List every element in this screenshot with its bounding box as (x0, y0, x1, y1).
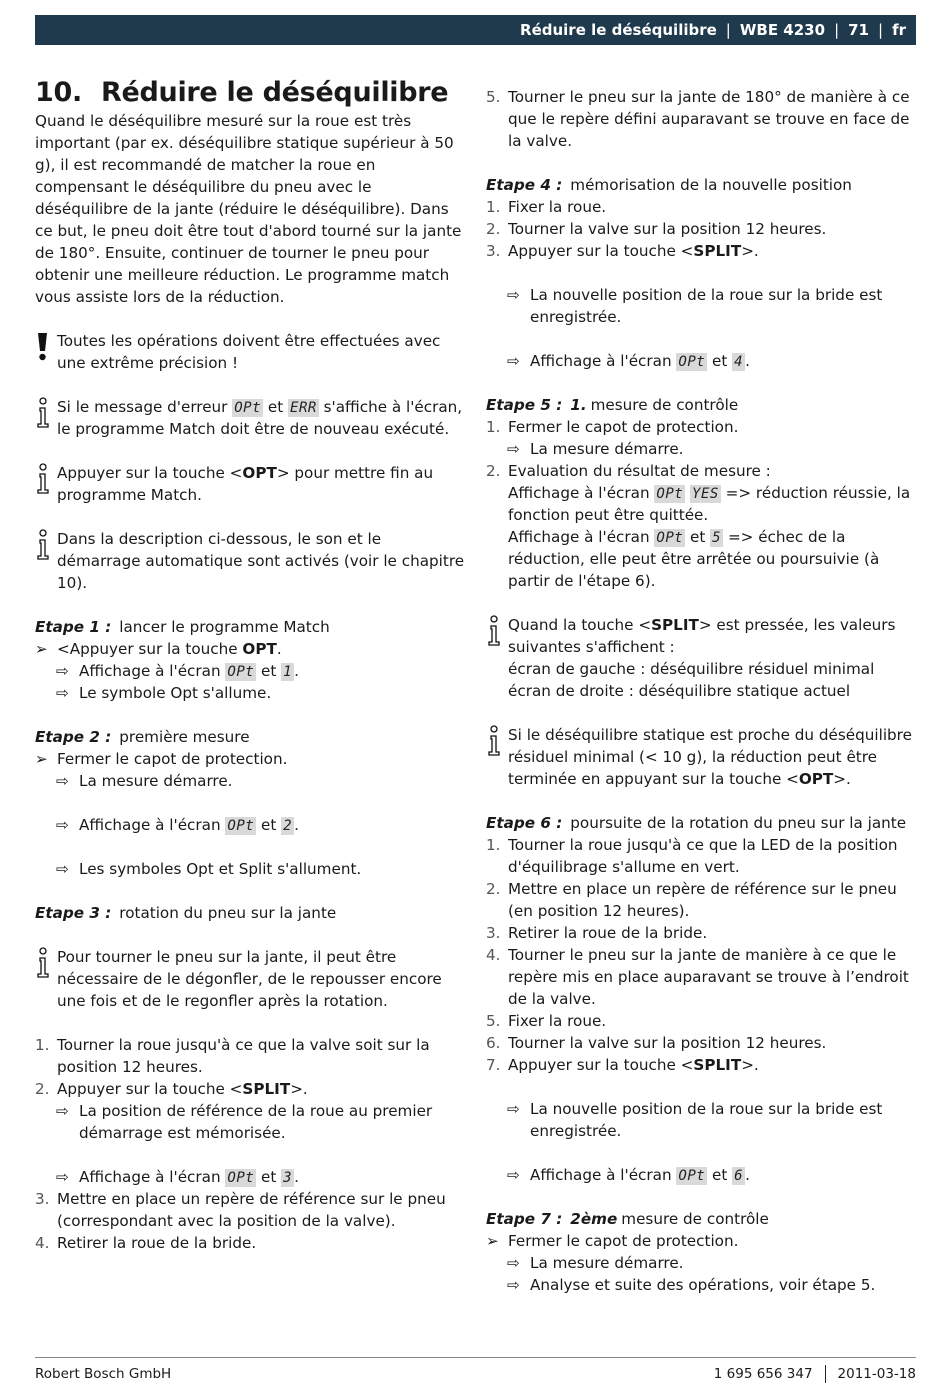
warning-icon (35, 331, 51, 363)
list-item (486, 240, 916, 262)
sound-text: Dans la description ci-dessous, le son et le démarrage automatique sont activés (voir le chapitre 10). (57, 530, 465, 592)
section-title (35, 76, 465, 110)
display-opt: OPt (656, 486, 684, 502)
footer-right (714, 1365, 916, 1383)
list-item (486, 944, 916, 1010)
step7-title: mesure de contrôle (621, 1210, 769, 1228)
list-item (35, 1188, 465, 1232)
list-text: Mettre en place un repère de référence sur le pneu (correspondant avec la position de la valve). (57, 1190, 446, 1230)
list-text: Tourner la valve sur la position 12 heures. (508, 220, 827, 238)
step3-result-display: ⇨ Affichage à l'écran OPt et 3 . (56, 1168, 299, 1186)
display-prefix: Affichage à l'écran (530, 1166, 672, 1184)
step5-ok-b: => réduction réussie, la fonction peut être quittée. (508, 484, 911, 524)
step2-result1-text: La mesure démarre. (79, 772, 233, 790)
list-key: SPLIT (693, 1056, 742, 1074)
list-key: SPLIT (693, 242, 742, 260)
header-title: Réduire le déséquilibre (520, 21, 717, 39)
note1-right: écran de droite : déséquilibre statique actuel (508, 682, 851, 700)
step4-list (486, 196, 916, 262)
footer-doc-number: 1 695 656 347 (713, 1366, 813, 1382)
header-page: 71 (848, 21, 869, 39)
note1-left: écran de gauche : déséquilibre résiduel minimal (508, 660, 875, 678)
result-arrow-icon: ⇨ (507, 1100, 520, 1118)
step7-result1 (486, 1252, 916, 1274)
list-number: 7. (486, 1056, 501, 1074)
display-opt: OPt (234, 400, 262, 416)
result-arrow-icon: ⇨ (507, 352, 520, 370)
step5-item1-result (486, 438, 916, 460)
step4-heading (486, 174, 916, 196)
info-note-residual (486, 724, 916, 790)
info-icon (35, 529, 51, 561)
step4-title: mémorisation de la nouvelle position (570, 176, 852, 194)
display-value: 3 (283, 1170, 293, 1186)
list-text: Retirer la roue de la bride. (508, 924, 708, 942)
step2-title: première mesure (119, 728, 250, 746)
step1-action (35, 638, 465, 660)
right-column (486, 86, 916, 1296)
step3-note-text: Pour tourner le pneu sur la jante, il peut être nécessaire de le dégonfler, de le repousser encore une fois et de le regonfler après la rotation. (57, 948, 442, 1010)
list-text-a: Appuyer sur la touche < (57, 1080, 243, 1098)
step2-result-display: ⇨ Affichage à l'écran OPt et 2 . (56, 816, 299, 834)
list-item (486, 460, 916, 592)
step1-result-display: ⇨ Affichage à l'écran OPt et 1 . (56, 662, 299, 680)
step3-result-pos (35, 1100, 465, 1144)
step6-result1-text: La nouvelle position de la roue sur la bride est enregistrée. (530, 1100, 883, 1140)
list-text-b: >. (741, 242, 759, 260)
list-text-b: >. (741, 1056, 759, 1074)
step2-action-text: Fermer le capot de protection. (57, 750, 288, 768)
list-number: 4. (35, 1234, 50, 1252)
display-opt: OPt (678, 1168, 706, 1184)
step7-result2-text: Analyse et suite des opérations, voir étape 5. (530, 1276, 876, 1294)
display-prefix: Affichage à l'écran (530, 352, 672, 370)
list-item (35, 1034, 465, 1078)
section-title-text: Réduire le déséquilibre (101, 77, 449, 108)
display-et: et (261, 662, 277, 680)
list-text: Tourner la roue jusqu'à ce que la valve soit sur la position 12 heures. (57, 1036, 430, 1076)
arrowhead-icon: ➢ (35, 750, 48, 768)
list-item (486, 1010, 916, 1032)
note2-b: >. (833, 770, 851, 788)
display-et: et (261, 1168, 277, 1186)
step6-list (486, 834, 916, 1076)
info-note-split (486, 614, 916, 702)
display-opt: OPt (227, 664, 255, 680)
arrowhead-icon: ➢ (486, 1232, 499, 1250)
display-prefix: Affichage à l'écran (79, 816, 221, 834)
display-value: 1 (283, 664, 293, 680)
info-icon (35, 397, 51, 429)
note2-key: OPT (798, 770, 834, 788)
list-text: Tourner la roue jusqu'à ce que la LED de la position d'équilibrage s'allume en vert. (508, 836, 898, 876)
list-number: 1. (486, 418, 501, 436)
list-text: Tourner le pneu sur la jante de 180° de manière à ce que le repère défini auparavant se trouve en face de la valve. (508, 88, 910, 150)
list-key: SPLIT (242, 1080, 291, 1098)
step2-label: Etape 2 : (35, 728, 112, 746)
step5-list (486, 416, 916, 438)
header-lang: fr (892, 21, 906, 39)
step3-heading (35, 902, 465, 924)
step6-heading (486, 812, 916, 834)
list-item (486, 86, 916, 152)
step2-action (35, 748, 465, 770)
error-text-a: Si le message d'erreur (57, 398, 228, 416)
header-separator: | (725, 21, 731, 39)
opt-text-b: > pour mettre fin au programme Match. (57, 464, 434, 504)
step1-label: Etape 1 : (35, 618, 112, 636)
step5-heading (486, 394, 916, 416)
list-item (486, 416, 916, 438)
list-number: 1. (486, 836, 501, 854)
step5-ko-b: => échec de la réduction, elle peut être arrêtée ou poursuivie (à partir de l'étape 6). (508, 528, 880, 590)
display-opt: OPt (678, 354, 706, 370)
opt-text-a: Appuyer sur la touche < (57, 464, 243, 482)
step6-result1 (486, 1098, 916, 1142)
display-yes: YES (692, 486, 719, 502)
step3-result-pos-text: La position de référence de la roue au premier démarrage est mémorisée. (79, 1102, 433, 1142)
step5-ok-a: Affichage à l'écran (508, 484, 650, 502)
step4-result-display: ⇨ Affichage à l'écran OPt et 4 . (507, 352, 750, 370)
step2-heading (35, 726, 465, 748)
display-value: 6 (734, 1168, 744, 1184)
step6-label: Etape 6 : (486, 814, 563, 832)
result-arrow-icon: ⇨ (507, 1166, 520, 1184)
header-separator: | (878, 21, 884, 39)
info-note-error (35, 396, 465, 440)
info-icon (486, 725, 502, 757)
note2-a: Si le déséquilibre statique est proche du déséquilibre résiduel minimal (< 10 g), la réduction peut être terminée en appuyant sur la touche < (508, 726, 912, 788)
step3-list (35, 1034, 465, 1100)
step1-action-b: . (276, 640, 282, 658)
step1-title: lancer le programme Match (119, 618, 330, 636)
display-value: 2 (283, 818, 293, 834)
list-text: Retirer la roue de la bride. (57, 1234, 257, 1252)
error-et: et (267, 398, 284, 416)
arrowhead-icon: ➢ (35, 640, 48, 658)
list-number: 5. (486, 88, 501, 106)
result-arrow-icon: ⇨ (507, 1254, 520, 1272)
footer-company: Robert Bosch GmbH (35, 1366, 172, 1382)
footer-rule (35, 1357, 916, 1358)
step3-list-item5 (486, 86, 916, 152)
warning-note (35, 330, 465, 374)
result-arrow-icon: ⇨ (507, 1276, 520, 1294)
list-number: 1. (35, 1036, 50, 1054)
step5-ko-a: Affichage à l'écran (508, 528, 650, 546)
step1-heading (35, 616, 465, 638)
section-number: 10. (35, 77, 82, 108)
step6-title: poursuite de la rotation du pneu sur la jante (570, 814, 907, 832)
info-note-step3 (35, 946, 465, 1012)
info-icon (486, 615, 502, 647)
step5-title: mesure de contrôle (590, 396, 739, 414)
step3-label: Etape 3 : (35, 904, 112, 922)
step1-result2 (35, 682, 465, 704)
display-opt: OPt (227, 818, 255, 834)
step4-label: Etape 4 : (486, 176, 563, 194)
step6-result-display: ⇨ Affichage à l'écran OPt et 6 . (507, 1166, 750, 1184)
list-number: 3. (486, 242, 501, 260)
list-number: 3. (35, 1190, 50, 1208)
step5-list-2 (486, 460, 916, 592)
result-arrow-icon: ⇨ (56, 1168, 69, 1186)
display-et: et (690, 528, 706, 546)
display-prefix: Affichage à l'écran (79, 662, 221, 680)
list-item (35, 1232, 465, 1254)
list-text-b: >. (290, 1080, 308, 1098)
step7-action (486, 1230, 916, 1252)
display-et: et (712, 352, 728, 370)
note1-a: Quand la touche < (508, 616, 652, 634)
list-number: 3. (486, 924, 501, 942)
step5-label: Etape 5 : (486, 396, 563, 414)
display-opt: OPt (227, 1170, 255, 1186)
result-arrow-icon: ⇨ (507, 440, 520, 458)
result-arrow-icon: ⇨ (56, 816, 69, 834)
list-number: 2. (486, 462, 501, 480)
list-item (486, 196, 916, 218)
list-number: 2. (486, 220, 501, 238)
step1-action-key: OPT (242, 640, 277, 658)
list-item (486, 218, 916, 240)
step4-result1-text: La nouvelle position de la roue sur la bride est enregistrée. (530, 286, 883, 326)
step5-label-num: 1. (570, 396, 587, 414)
list-text: Tourner le pneu sur la jante de manière à ce que le repère mis en place auparavant se trouve à l’endroit de la valve. (508, 946, 909, 1008)
step3-title: rotation du pneu sur la jante (119, 904, 337, 922)
step7-result1-text: La mesure démarre. (530, 1254, 684, 1272)
step2-result3 (35, 858, 465, 880)
list-text: Tourner la valve sur la position 12 heures. (508, 1034, 827, 1052)
step1-result2-text: Le symbole Opt s'allume. (79, 684, 272, 702)
list-text: Mettre en place un repère de référence sur le pneu (en position 12 heures). (508, 880, 897, 920)
info-icon (35, 947, 51, 979)
display-value: 5 (712, 530, 722, 546)
intro-paragraph: Quand le déséquilibre mesuré sur la roue est très important (par ex. déséquilibre statique supérieur à 50 g), il est recommandé de matcher la roue en compensant le déséquilibre du pneu avec le déséquilibre de la jante (réduire le déséquilibre). Dans ce but, le pneu doit être tout d'abord tourné sur la jante de 180°. Ensuite, continuer de tourner le pneu pour obtenir une meilleure réduction. Le programme match vous assiste lors de la réduction. (35, 112, 462, 306)
list-number: 5. (486, 1012, 501, 1030)
list-item (486, 878, 916, 922)
list-text: Fixer la roue. (508, 198, 607, 216)
result-arrow-icon: ⇨ (56, 662, 69, 680)
display-err: ERR (290, 400, 317, 416)
step3-list-cont (35, 1188, 465, 1254)
display-et: et (261, 816, 277, 834)
list-text: Fixer la roue. (508, 1012, 607, 1030)
display-et: et (712, 1166, 728, 1184)
list-number: 2. (35, 1080, 50, 1098)
display-prefix: Affichage à l'écran (79, 1168, 221, 1186)
step7-label: Etape 7 : (486, 1210, 563, 1228)
display-opt: OPt (656, 530, 684, 546)
list-number: 6. (486, 1034, 501, 1052)
list-text-a: Appuyer sur la touche < (508, 242, 694, 260)
step7-action-text: Fermer le capot de protection. (508, 1232, 739, 1250)
result-arrow-icon: ⇨ (507, 286, 520, 304)
header-model: WBE 4230 (739, 21, 826, 39)
display-value: 4 (734, 354, 744, 370)
step7-result2 (486, 1274, 916, 1296)
error-text-b: s'affiche à l'écran, le programme Match doit être de nouveau exécuté. (57, 398, 463, 438)
result-arrow-icon: ⇨ (56, 772, 69, 790)
left-column (35, 76, 465, 1254)
step1-action-a: <Appuyer sur la touche (57, 640, 243, 658)
info-icon (35, 463, 51, 495)
step2-result3-text: Les symboles Opt et Split s'allument. (79, 860, 362, 878)
page-header (35, 15, 916, 45)
step4-result1 (486, 284, 916, 328)
info-note-opt (35, 462, 465, 506)
list-number: 2. (486, 880, 501, 898)
step7-heading (486, 1208, 916, 1230)
list-item (486, 1032, 916, 1054)
list-text: Evaluation du résultat de mesure : (508, 462, 771, 480)
step5-item1-result-text: La mesure démarre. (530, 440, 684, 458)
footer-date: 2011-03-18 (837, 1366, 916, 1382)
warning-text: Toutes les opérations doivent être effectuées avec une extrême précision ! (57, 332, 441, 372)
list-item (35, 1078, 465, 1100)
step2-result1 (35, 770, 465, 792)
list-text: Fermer le capot de protection. (508, 418, 739, 436)
footer-divider (825, 1365, 826, 1383)
list-item (486, 922, 916, 944)
list-item (486, 1054, 916, 1076)
opt-key: OPT (242, 464, 277, 482)
info-note-sound (35, 528, 465, 594)
list-number: 1. (486, 198, 501, 216)
list-text-a: Appuyer sur la touche < (508, 1056, 694, 1074)
list-item (486, 834, 916, 878)
header-separator: | (834, 21, 840, 39)
result-arrow-icon: ⇨ (56, 1102, 69, 1120)
result-arrow-icon: ⇨ (56, 684, 69, 702)
note1-key: SPLIT (651, 616, 699, 634)
step7-label-num: 2ème (570, 1210, 618, 1228)
result-arrow-icon: ⇨ (56, 860, 69, 878)
list-number: 4. (486, 946, 501, 964)
note1-b: > est pressée, les valeurs suivantes s'affichent : (508, 616, 896, 656)
